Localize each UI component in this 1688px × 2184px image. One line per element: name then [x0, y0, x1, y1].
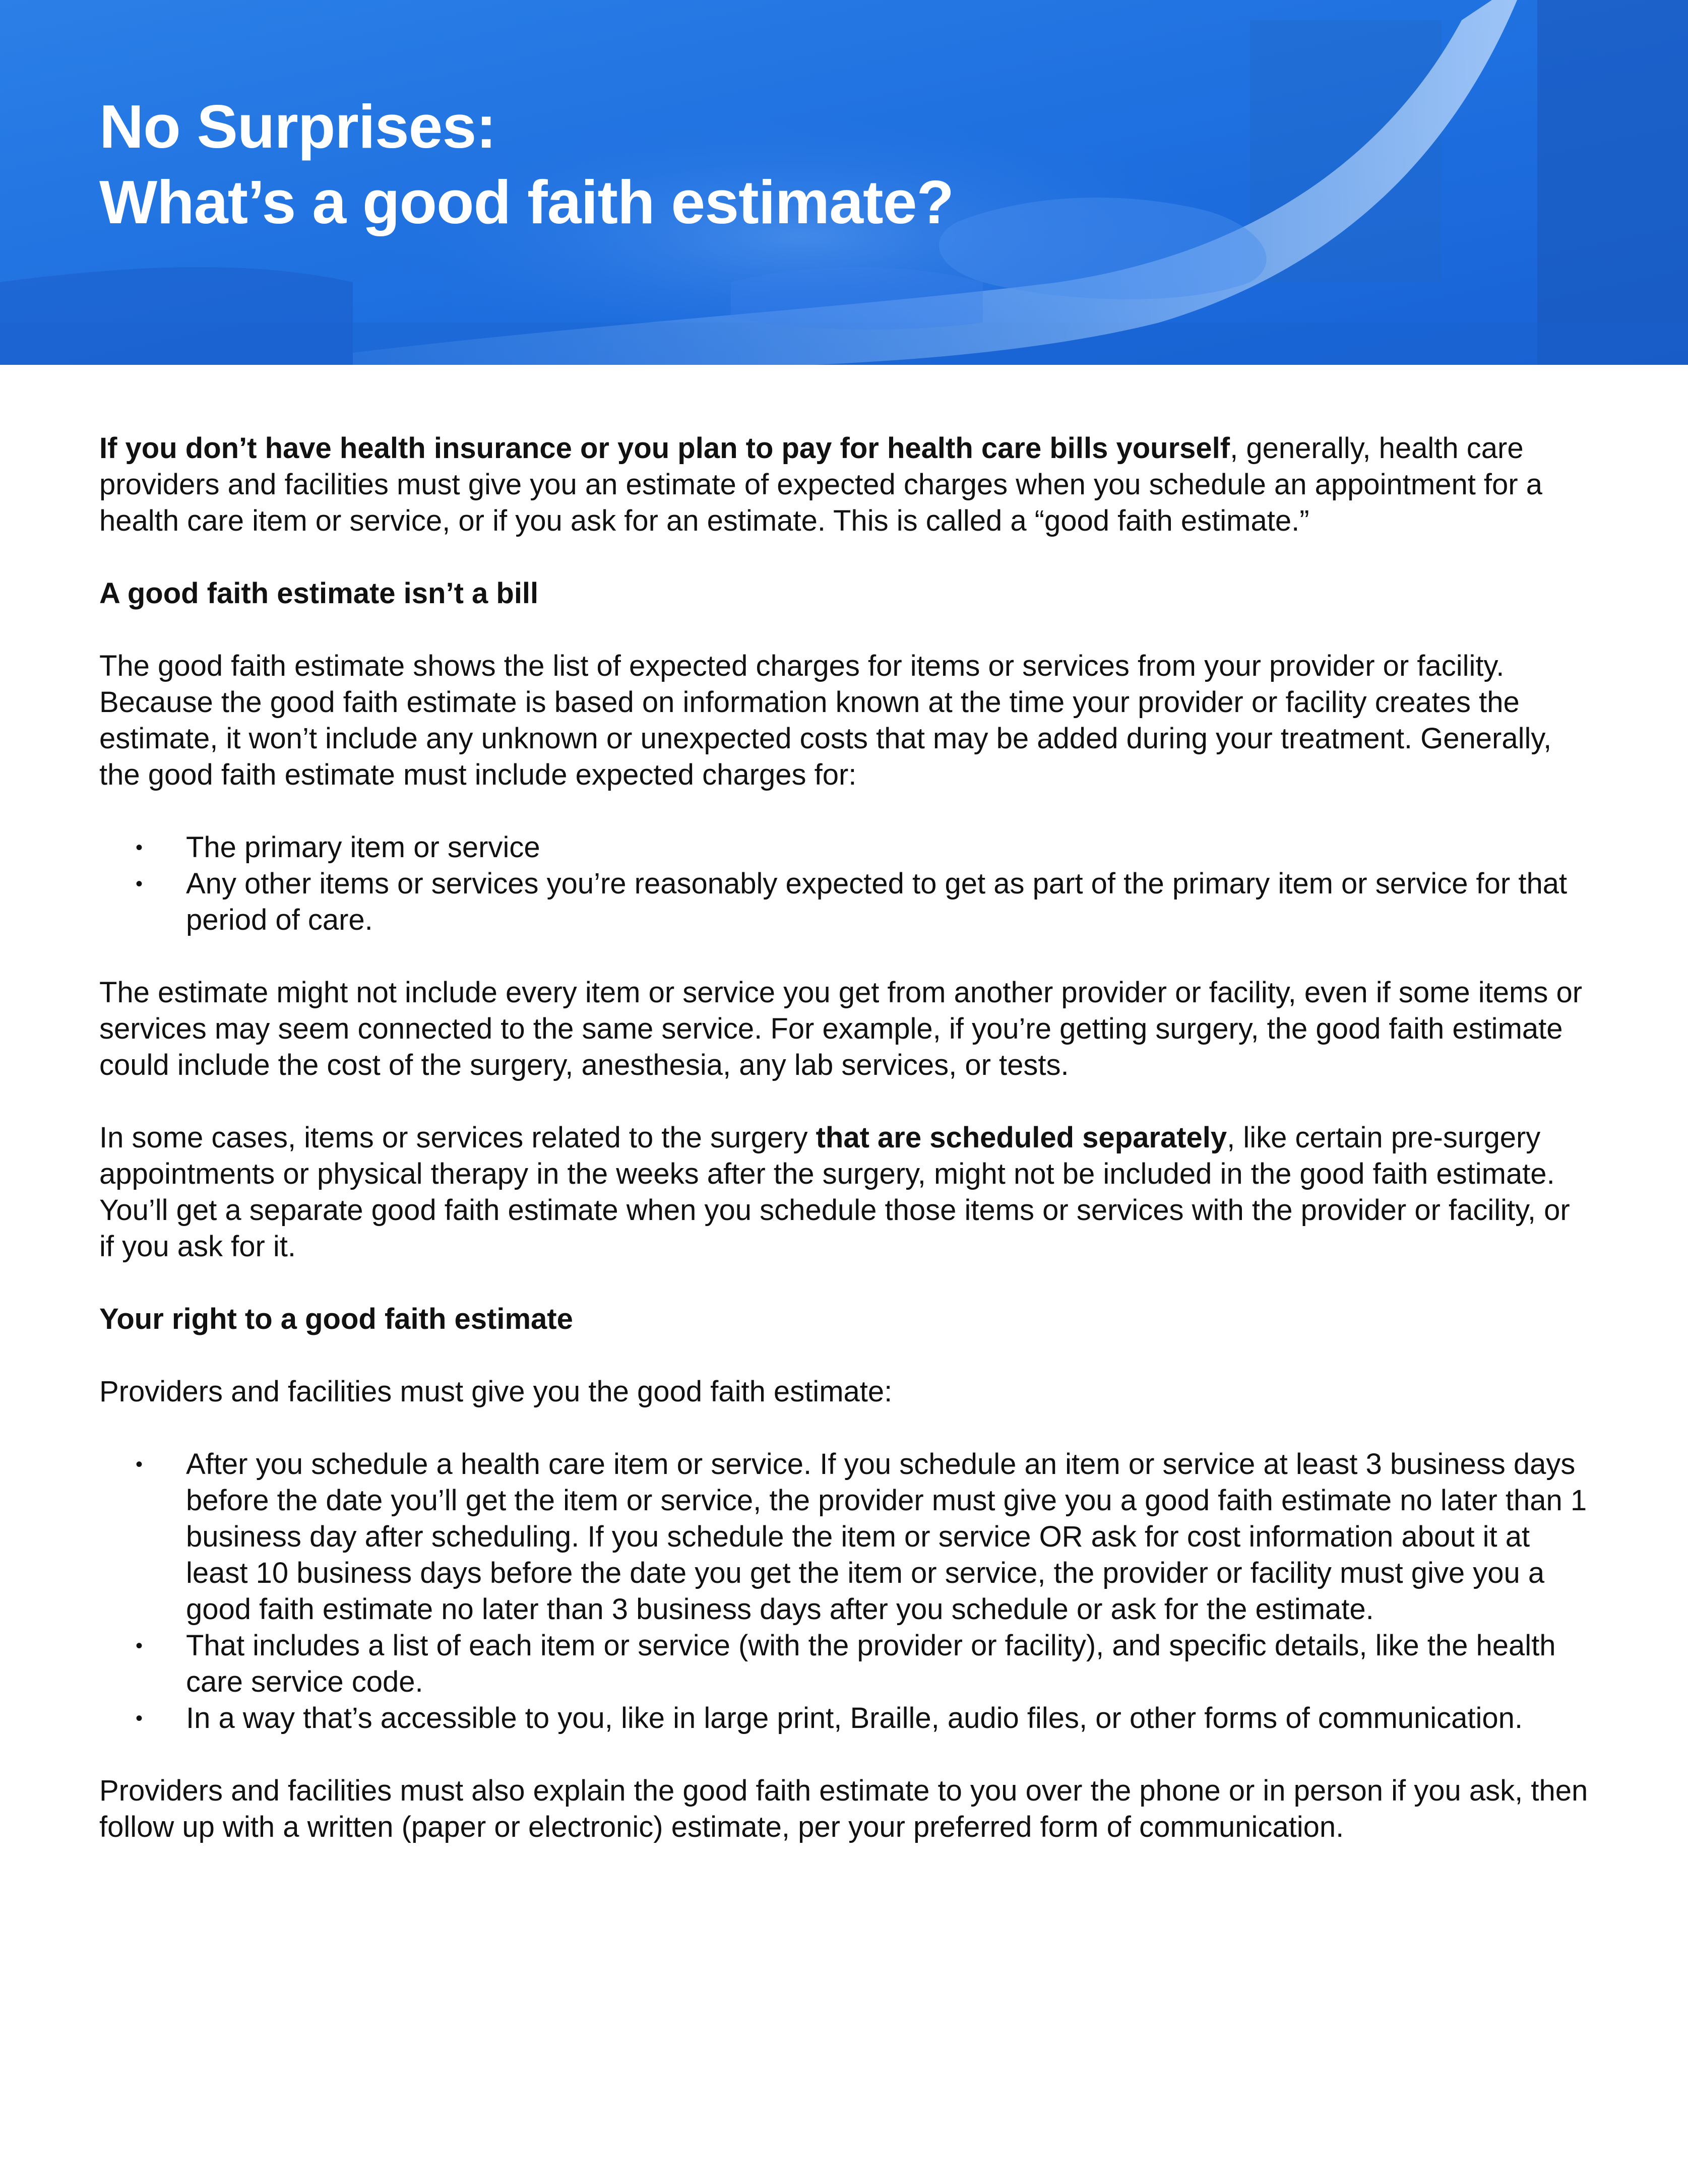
bullet-icon: • [136, 1635, 143, 1657]
bullet-icon: • [136, 1707, 143, 1729]
paragraph3-bold-text: that are scheduled separately [816, 1121, 1227, 1154]
list-item-text: The primary item or service [186, 831, 540, 864]
section1-paragraph-1: The good faith estimate shows the list of expected charges for items or services from your provider or facility. Because the good faith estimate is based on information known at the time your provider or facility creates the estimate, it won’t include any unknown or unexpected costs that may be added during your treatment. Generally, the good faith estimate must include expected charges for: [99, 650, 1552, 791]
section1-paragraph-2: The estimate might not include every item or service you get from another provider or facility, even if some items or services may seem connected to the same service. For example, if you’re getting surgery, the good faith estimate could include the cost of the surgery, anesthesia, any lab services, or tests. [99, 976, 1583, 1081]
bullet-icon: • [136, 837, 143, 859]
section2-lead: Providers and facilities must give you the good faith estimate: [99, 1375, 893, 1408]
document-body [99, 430, 1591, 1845]
expected-charges-list [99, 829, 1591, 938]
list-item-text: After you schedule a health care item or service. If you schedule an item or service at least 3 business days before the date you’ll get the item or service, the provider must give you a good faith estimate no later than 1 business day after scheduling. If you schedule the item or service OR ask for cost information about it at least 10 business days before the date you get the item or service, the provider or facility must give you a good faith estimate no later than 3 business days after you schedule or ask for the estimate. [186, 1448, 1587, 1626]
list-item-text: That includes a list of each item or service (with the provider or facility), and specific details, like the health care service code. [186, 1629, 1556, 1698]
list-item [99, 866, 1591, 938]
list-item [99, 1628, 1591, 1700]
closing-paragraph: Providers and facilities must also explain the good faith estimate to you over the phone or in person if you ask, then follow up with a written (paper or electronic) estimate, per your preferred form of communication. [99, 1774, 1588, 1843]
header-banner [0, 0, 1688, 365]
section-heading-not-a-bill: A good faith estimate isn’t a bill [99, 577, 539, 610]
rights-list [99, 1446, 1591, 1737]
bullet-icon: • [136, 1453, 143, 1475]
intro-text: , generally, health care providers and facilities must give you an estimate of expected charges when you schedule an appointment for a health care item or service, or if you ask for an estimate. This is called a “good faith estimate.” [99, 432, 1542, 537]
section1-paragraph-3 [99, 1120, 1591, 1265]
page-title-line-1: No Surprises: [99, 92, 496, 161]
paragraph3-text-before: In some cases, items or services related to the surgery [99, 1121, 816, 1154]
intro-paragraph [99, 430, 1591, 539]
list-item [99, 1700, 1591, 1737]
paragraph3-text-after: , like certain pre-surgery appointments or physical therapy in the weeks after the surgery, might not be included in the good faith estimate. You’ll get a separate good faith estimate when you schedule those items or services with the provider or facility, or if you ask for it. [99, 1121, 1570, 1263]
list-item [99, 829, 1591, 866]
list-item [99, 1446, 1591, 1628]
list-item-text: In a way that’s accessible to you, like in large print, Braille, audio files, or other forms of communication. [186, 1702, 1523, 1735]
list-item-text: Any other items or services you’re reasonably expected to get as part of the primary item or service for that period of care. [186, 867, 1568, 936]
intro-bold-lead: If you don’t have health insurance or you plan to pay for health care bills yourself [99, 432, 1230, 465]
section-heading-your-right: Your right to a good faith estimate [99, 1303, 573, 1335]
bullet-icon: • [136, 873, 143, 895]
page-title-line-2: What’s a good faith estimate? [99, 168, 954, 236]
